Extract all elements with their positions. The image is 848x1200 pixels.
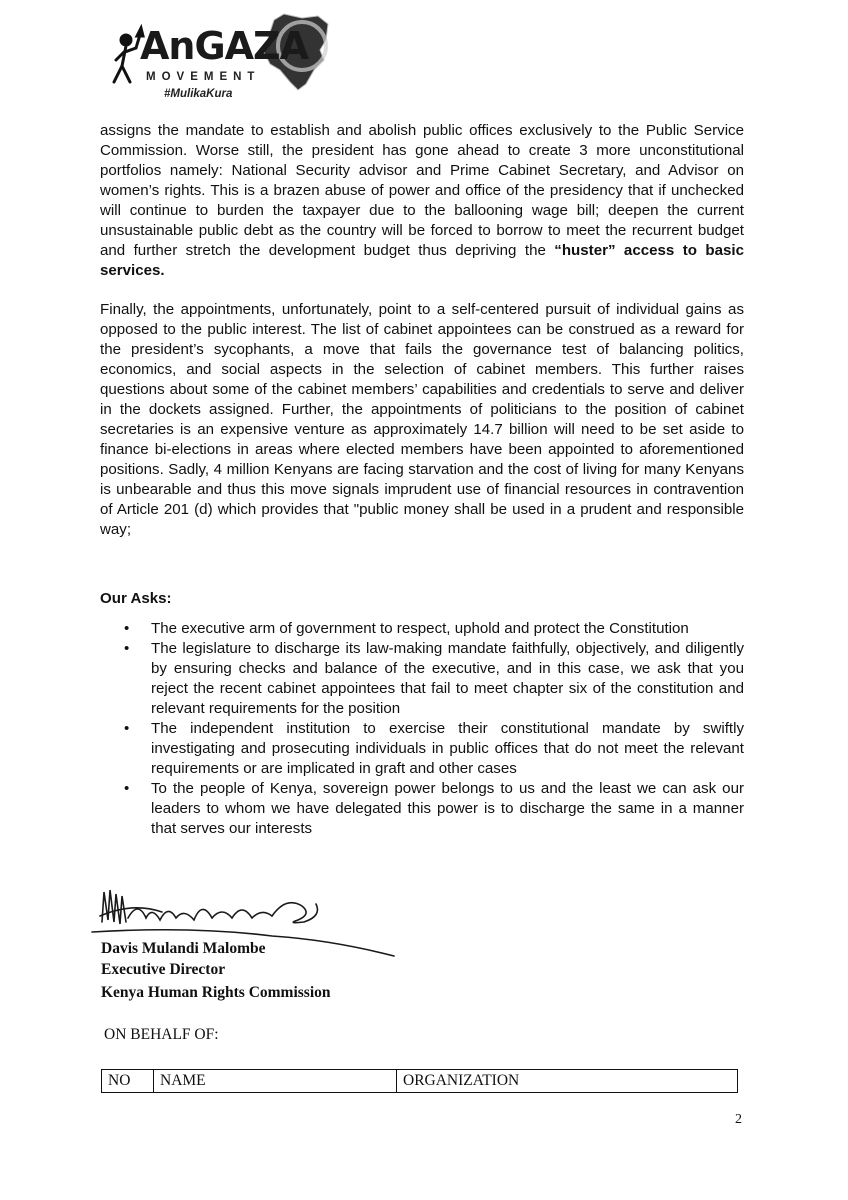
bullet-icon: • [124, 640, 130, 657]
ask-text: The legislature to discharge its law-making mandate faithfully, objectively, and diligently by ensuring checks and balance of the executive, and in this case, we ask that you reject the recent cabinet appointees that fail to meet chapter six of the constitution and relevant requirements for the position [151, 640, 744, 717]
column-header-organization: ORGANIZATION [397, 1070, 738, 1093]
ask-text: The executive arm of government to respect, uphold and protect the Constitution [151, 620, 689, 637]
paragraph-mandate-text: assigns the mandate to establish and abolish public offices exclusively to the Public Service Commission. Worse still, the president has gone ahead to create 3 more unconstitutional portfolios namely: National Security advisor and Prime Cabinet Secretary, and Advisor on women’s rights. This is a brazen abuse of power and office of the presidency that if unchecked will continue to burden the taxpayer due to the ballooning wage bill; deepen the current unsustainable public debt as the country will be forced to borrow to meet the recurrent budget and further stretch the development budget thus depriving the [100, 122, 744, 259]
asks-heading: Our Asks: [100, 590, 172, 607]
on-behalf-label: ON BEHALF OF: [104, 1026, 219, 1043]
column-header-no: NO [102, 1070, 154, 1093]
page-number: 2 [735, 1112, 742, 1127]
organization-logo [106, 8, 336, 108]
bullet-icon: • [124, 620, 130, 637]
paragraph-mandate [100, 121, 744, 281]
ask-text: To the people of Kenya, sovereign power belongs to us and the least we can ask our leaders to whom we have delegated this power is to discharge the same in a manner that serves our interests [151, 780, 744, 837]
list-item [100, 719, 744, 779]
asks-list [100, 619, 744, 839]
table-header-row [102, 1070, 738, 1093]
bullet-icon: • [124, 780, 130, 797]
column-header-name: NAME [154, 1070, 397, 1093]
list-item [100, 779, 744, 839]
walking-figure-icon [114, 28, 143, 82]
paragraph-mandate-emphasis: “huster” access to basic services. [100, 242, 744, 279]
signatory-organization: Kenya Human Rights Commission [101, 984, 331, 1001]
paragraph-appointments: Finally, the appointments, unfortunately, point to a self-centered pursuit of individual gains as opposed to the public interest. The list of cabinet appointees can be construed as a reward for the president’s sycophants, a move that fails the governance test of balancing politics, economics, and social aspects in the selection of cabinet members. This further raises questions about some of the cabinet members’ capabilities and credentials to serve and deliver in the dockets assigned. Further, the appointments of politicians to the position of cabinet secretaries is an expensive venture as approximately 14.7 billion will need to be set aside to finance bi-elections in areas where elected members have been appointed to aforementioned positions. Sadly, 4 million Kenyans are facing starvation and the cost of living for many Kenyans is unbearable and thus this move signals imprudent use of financial resources in contravention of Article 201 (d) which provides that "public money shall be used in a prudent and responsible way; [100, 301, 744, 538]
logo-hashtag: #MulikaKura [164, 88, 233, 100]
signatory-title: Executive Director [101, 961, 226, 978]
bullet-icon: • [124, 720, 130, 737]
list-item [100, 619, 744, 639]
list-item [100, 639, 744, 719]
ask-text: The independent institution to exercise their constitutional mandate by swiftly investigating and prosecuting individuals in public offices that do not meet the relevant requirements or are implicated in graft and other cases [151, 720, 744, 777]
signatories-table [101, 1069, 738, 1093]
logo-subtitle: MOVEMENT [146, 71, 261, 83]
logo-brand-text: AnGAZA [140, 24, 309, 68]
signatory-name: Davis Mulandi Malombe [101, 940, 266, 957]
